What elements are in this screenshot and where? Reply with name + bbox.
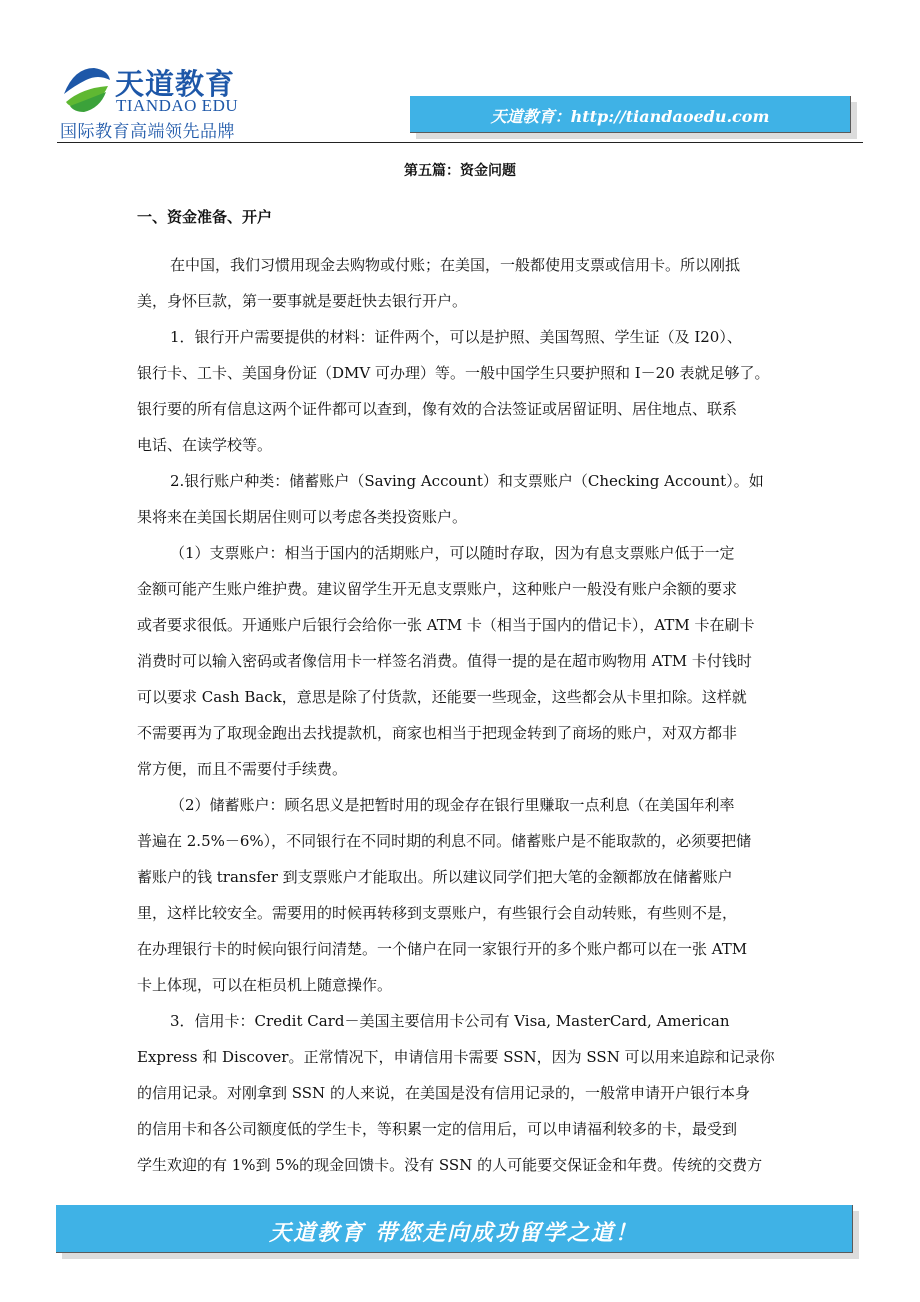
body-line: 电话、在读学校等。 xyxy=(137,436,273,454)
logo-name-en: TIANDAO EDU xyxy=(116,96,239,115)
body-line: 金额可能产生账户维护费。建议留学生开无息支票账户，这种账户一般没有账户余额的要求 xyxy=(137,580,738,598)
body-line: （1）支票账户：相当于国内的活期账户，可以随时存取，因为有息支票账户低于一定 xyxy=(170,544,735,562)
body-line: 蓄账户的钱 transfer 到支票账户才能取出。所以建议同学们把大笔的金额都放在储蓄账户 xyxy=(137,868,733,886)
body-line: 消费时可以输入密码或者像信用卡一样签名消费。值得一提的是在超市购物用 ATM 卡付钱时 xyxy=(137,652,752,670)
body-line: Express 和 Discover。正常情况下，申请信用卡需要 SSN，因为 SSN 可以用来追踪和记录你 xyxy=(137,1048,775,1066)
body-line: 2.银行账户种类：储蓄账户（Saving Account）和支票账户（Checking Account）。如 xyxy=(170,472,764,490)
body-line: 果将来在美国长期居住则可以考虑各类投资账户。 xyxy=(137,508,468,526)
page-title: 第五篇：资金问题 xyxy=(404,163,516,179)
header-banner[interactable] xyxy=(410,96,851,133)
body-line: 在中国，我们习惯用现金去购物或付账；在美国，一般都使用支票或信用卡。所以刚抵 xyxy=(170,256,741,274)
body-line: 常方便，而且不需要付手续费。 xyxy=(137,760,348,778)
logo-name-cn: 天道教育 xyxy=(115,67,236,101)
tiandao-logo-icon xyxy=(60,62,112,114)
body-line: （2）储蓄账户：顾名思义是把暂时用的现金存在银行里赚取一点利息（在美国年利率 xyxy=(170,796,735,814)
body-line: 在办理银行卡的时候向银行问清楚。一个储户在同一家银行开的多个账户都可以在一张 ATM xyxy=(137,940,748,958)
body-line: 学生欢迎的有 1%到 5%的现金回馈卡。没有 SSN 的人可能要交保证金和年费。传统的交费方 xyxy=(137,1156,763,1174)
logo xyxy=(60,62,260,142)
body-line: 的信用卡和各公司额度低的学生卡，等积累一定的信用后，可以申请福利较多的卡，最受到 xyxy=(137,1120,738,1138)
logo-slogan: 国际教育高端领先品牌 xyxy=(60,122,235,142)
header-banner-text[interactable]: 天道教育：http://tiandaoedu.com xyxy=(490,107,770,126)
body-line: 卡上体现，可以在柜员机上随意操作。 xyxy=(137,976,393,994)
body-line: 银行卡、工卡、美国身份证（DMV 可办理）等。一般中国学生只要护照和 I－20 表就足够了。 xyxy=(137,364,770,382)
body-line: 的信用记录。对刚拿到 SSN 的人来说，在美国是没有信用记录的，一般常申请开户银行本身 xyxy=(137,1084,750,1102)
footer-banner-text: 天道教育 带您走向成功留学之道！ xyxy=(269,1220,639,1246)
body-line: 1．银行开户需要提供的材料：证件两个，可以是护照、美国驾照、学生证（及 I20）、 xyxy=(170,328,742,346)
body-line: 美，身怀巨款，第一要事就是要赶快去银行开户。 xyxy=(137,292,468,310)
body-line: 银行要的所有信息这两个证件都可以查到，像有效的合法签证或居留证明、居住地点、联系 xyxy=(137,400,738,418)
body-line: 3．信用卡：Credit Card－美国主要信用卡公司有 Visa, MasterCard, American xyxy=(170,1012,730,1030)
body-line: 里，这样比较安全。需要用的时候再转移到支票账户，有些银行会自动转账，有些则不是， xyxy=(137,904,738,922)
footer-banner xyxy=(56,1205,853,1253)
body-line: 不需要再为了取现金跑出去找提款机，商家也相当于把现金转到了商场的账户，对双方都非 xyxy=(137,724,738,742)
body-line: 可以要求 Cash Back，意思是除了付货款，还能要一些现金，这些都会从卡里扣除。这样就 xyxy=(137,688,747,706)
section-heading: 一、资金准备、开户 xyxy=(137,208,273,226)
body-line: 普遍在 2.5%－6%），不同银行在不同时期的利息不同。储蓄账户是不能取款的，必须要把储 xyxy=(137,832,752,850)
header-divider xyxy=(57,142,863,143)
body-line: 或者要求很低。开通账户后银行会给你一张 ATM 卡（相当于国内的借记卡），ATM 卡在刷卡 xyxy=(137,616,755,634)
